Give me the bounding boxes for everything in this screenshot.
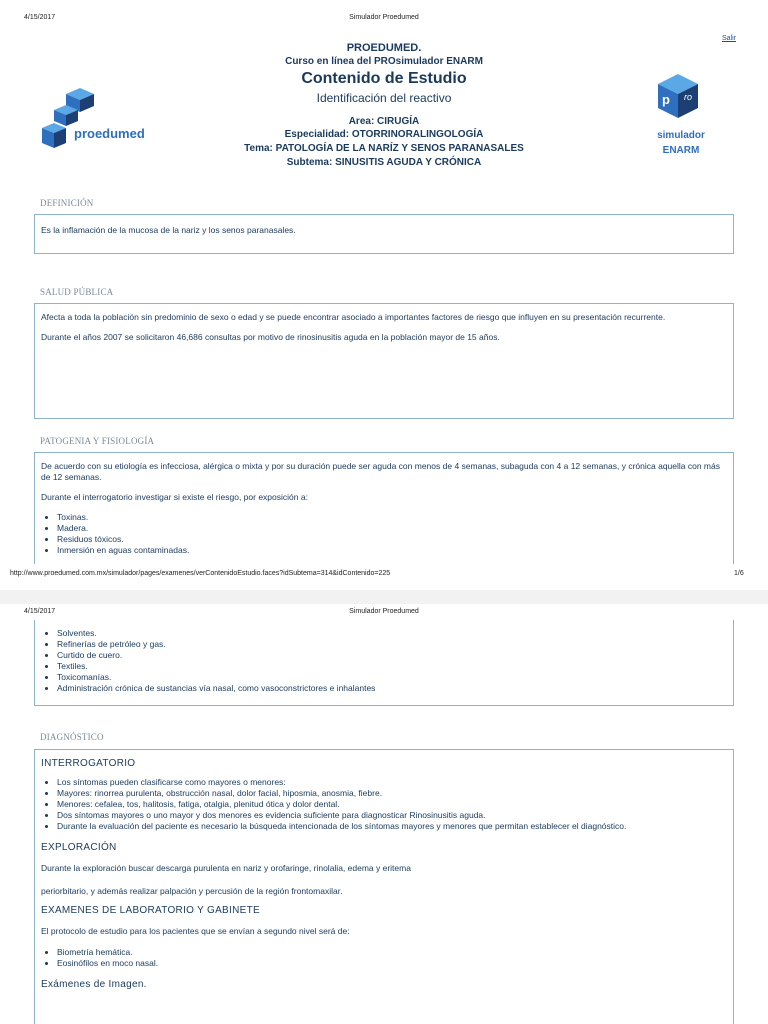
patogenia-p1: De acuerdo con su etiología es infecciosa, alérgica o mixta y por su duración puede ser aguda con menos de 4 semanas, subaguda con 4 a 12 semanas, y crónica aquella con más de 12 semanas. xyxy=(41,461,720,482)
list-item: • Menores: cefalea, tos, halitosis, fatiga, otalgia, plenitud ótica y dolor dental. xyxy=(57,799,727,810)
patogenia-list-1 xyxy=(41,512,727,556)
footer-page-number: 1/6 xyxy=(734,570,744,577)
list-item: • Solventes. xyxy=(57,628,727,639)
salud-publica-p2: Durante el años 2007 se solicitaron 46,686 consultas por motivo de rinosinusitis aguda en la población mayor de 15 años. xyxy=(41,332,500,342)
salud-publica-heading: SALUD PÚBLICA xyxy=(40,287,114,297)
exploracion-subheading: EXPLORACIÓN xyxy=(41,842,117,853)
list-item: • Residuos tóxicos. xyxy=(57,534,727,545)
list-item: • Administración crónica de sustancias vía nasal, como vasoconstrictores e inhalantes xyxy=(57,683,727,694)
footer-url: http://www.proedumed.com.mx/simulador/pages/examenes/verContenidoEstudio.faces?idSubtema=314&idContenido=225 xyxy=(10,570,391,577)
list-item: • Refinerías de petróleo y gas. xyxy=(57,639,727,650)
definicion-heading: DEFINICIÓN xyxy=(40,198,94,208)
brand-name: PROEDUMED. xyxy=(346,42,422,54)
examenes-list xyxy=(41,947,727,969)
patogenia-box xyxy=(34,452,734,564)
salud-publica-box xyxy=(34,303,734,419)
proedumed-logo-icon xyxy=(36,88,156,160)
print-title: Simulador Proedumed xyxy=(349,14,419,21)
page-subtitle: Identificación del reactivo xyxy=(316,91,452,105)
list-item: • Biometría hemática. xyxy=(57,947,727,958)
diagnostico-heading: DIAGNÓSTICO xyxy=(40,732,104,742)
tema-label: Tema: PATOLOGÍA DE LA NARÍZ Y SENOS PARANASALES xyxy=(244,143,524,154)
definicion-text: Es la inflamación de la mucosa de la nariz y los senos paranasales. xyxy=(41,225,296,235)
patogenia-box-continued xyxy=(34,620,734,706)
exit-link[interactable]: Salir xyxy=(722,35,737,42)
simulador-cube-icon xyxy=(646,72,716,122)
diagnostico-box xyxy=(34,749,734,1024)
list-item: • Los síntomas pueden clasificarse como mayores o menores: xyxy=(57,777,727,788)
patogenia-heading: PATOGENIA Y FISIOLOGÍA xyxy=(40,436,155,446)
list-item: • Durante la evaluación del paciente es necesario la búsqueda intencionada de los síntomas mayores y menores que permitan establecer el diagnóstico. xyxy=(57,821,727,832)
proedumed-logo xyxy=(36,88,156,158)
interrogatorio-subheading: INTERROGATORIO xyxy=(41,758,136,769)
simulador-enarm-logo xyxy=(646,72,716,162)
list-item: • Eosinófilos en moco nasal. xyxy=(57,958,727,969)
list-item: • Curtido de cuero. xyxy=(57,650,727,661)
area-label: Area: CIRUGÍA xyxy=(348,116,420,127)
print-date-page2: 4/15/2017 xyxy=(24,608,56,615)
print-date: 4/15/2017 xyxy=(24,14,56,21)
imagen-subheading: Exámenes de Imagen. xyxy=(41,979,147,990)
list-item: • Mayores: rinorrea purulenta, obstrucción nasal, dolor facial, hiposmia, anosmia, fiebre. xyxy=(57,788,727,799)
page-break xyxy=(0,590,768,604)
exploracion-p2: periorbitario, y además realizar palpación y percusión de la región frontomaxilar. xyxy=(41,886,343,896)
especialidad-label: Especialidad: OTORRINORALINGOLOGÍA xyxy=(284,129,484,140)
exploracion-p1: Durante la exploración buscar descarga purulenta en nariz y orofaringe, rinolalia, edema y eritema xyxy=(41,863,411,873)
svg-text:ro: ro xyxy=(684,92,693,102)
list-item: • Inmersión en aguas contaminadas. xyxy=(57,545,727,556)
proedumed-logo-text: proedumed xyxy=(74,126,145,141)
page-title: Contenido de Estudio xyxy=(301,70,467,87)
list-item: • Textiles. xyxy=(57,661,727,672)
patogenia-list-2 xyxy=(41,628,727,694)
list-item: • Dos síntomas mayores o uno mayor y dos menores es evidencia suficiente para diagnosticar Rinosinusitis aguda. xyxy=(57,810,727,821)
simulador-logo-line1: simulador xyxy=(657,130,705,141)
print-title-page2: Simulador Proedumed xyxy=(349,608,419,615)
interrogatorio-list xyxy=(41,777,727,832)
patogenia-p2: Durante el interrogatorio investigar si existe el riesgo, por exposición a: xyxy=(41,492,308,502)
salud-publica-p1: Afecta a toda la población sin predominio de sexo o edad y se puede encontrar asociado a importantes factores de riesgo que influyen en su presentación recurrente. xyxy=(41,312,666,322)
list-item: • Madera. xyxy=(57,523,727,534)
subtema-label: Subtema: SINUSITIS AGUDA Y CRÓNICA xyxy=(286,157,482,168)
definicion-box xyxy=(34,214,734,254)
simulador-logo-line2: ENARM xyxy=(662,145,700,156)
course-title: Curso en línea del PROsimulador ENARM xyxy=(285,56,483,67)
examenes-subheading: EXAMENES DE LABORATORIO Y GABINETE xyxy=(41,905,260,916)
list-item: • Toxinas. xyxy=(57,512,727,523)
list-item: • Toxicomanías. xyxy=(57,672,727,683)
examenes-p1: El protocolo de estudio para los pacientes que se envían a segundo nivel será de: xyxy=(41,926,350,936)
svg-text:p: p xyxy=(662,92,670,107)
